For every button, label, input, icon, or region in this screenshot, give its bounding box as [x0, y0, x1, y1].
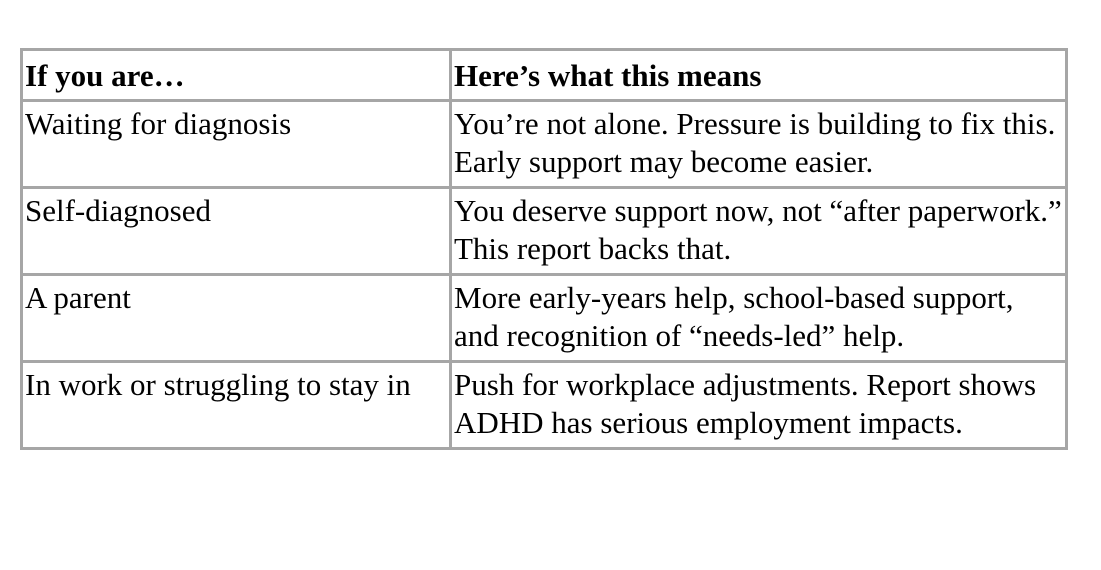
row-situation: A parent	[22, 275, 451, 362]
table-row	[22, 362, 1067, 449]
table-row	[22, 188, 1067, 275]
row-meaning: You deserve support now, not “after paperwork.” This report backs that.	[451, 188, 1067, 275]
guidance-table	[20, 48, 1068, 450]
table-header-row	[22, 50, 1067, 101]
row-situation: In work or struggling to stay in	[22, 362, 451, 449]
row-situation: Waiting for diagnosis	[22, 101, 451, 188]
header-meaning: Here’s what this means	[451, 50, 1067, 101]
row-meaning: Push for workplace adjustments. Report shows ADHD has serious employment impacts.	[451, 362, 1067, 449]
header-situation: If you are…	[22, 50, 451, 101]
table-row	[22, 101, 1067, 188]
table-row	[22, 275, 1067, 362]
guidance-table-container	[20, 48, 1068, 450]
row-meaning: More early-years help, school-based support, and recognition of “needs-led” help.	[451, 275, 1067, 362]
row-meaning: You’re not alone. Pressure is building to fix this. Early support may become easier.	[451, 101, 1067, 188]
row-situation: Self-diagnosed	[22, 188, 451, 275]
